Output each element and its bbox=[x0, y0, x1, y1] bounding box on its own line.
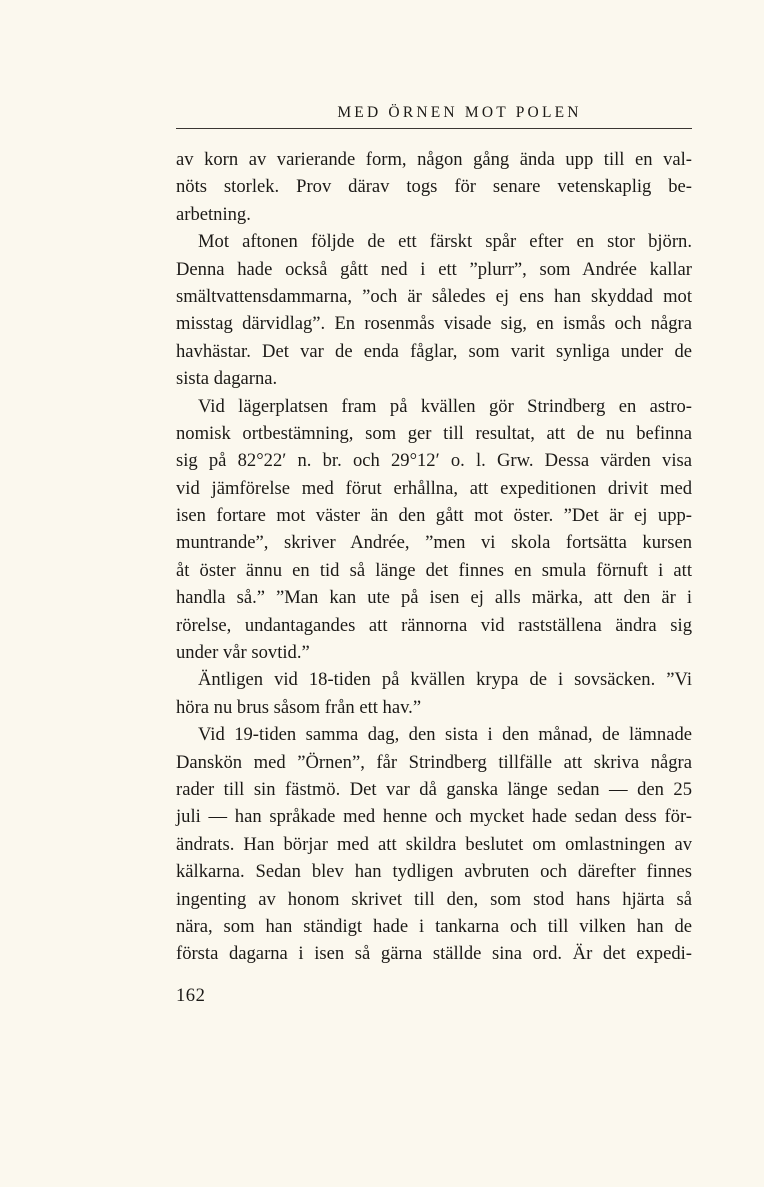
text-line: Mot aftonen följde de ett färskt spår efter en stor björn. bbox=[198, 231, 692, 253]
text-line: sig på 82°22′ n. br. och 29°12′ o. l. Grw. Dessa värden visa bbox=[176, 450, 692, 472]
text-line: isen fortare mot väster än den gått mot öster. ”Det är ej upp- bbox=[176, 505, 692, 527]
text-line: Äntligen vid 18-tiden på kvällen krypa de i sovsäcken. ”Vi bbox=[198, 669, 692, 691]
text-line: Vid lägerplatsen fram på kvällen gör Strindberg en astro- bbox=[198, 395, 692, 417]
running-head: MED ÖRNEN MOT POLEN bbox=[337, 104, 582, 121]
text-line: ingenting av honom skrivet till den, som stod hans hjärta så bbox=[176, 888, 692, 910]
text-line: av korn av varierande form, någon gång ända upp till en val- bbox=[176, 149, 692, 170]
text-line: nöts storlek. Prov därav togs för senare vetenskaplig be- bbox=[176, 176, 692, 198]
text-line: rörelse, undantagandes att rännorna vid rastställena ändra sig bbox=[176, 614, 692, 636]
text-line: juli — han språkade med henne och mycket hade sedan dess för- bbox=[176, 806, 692, 828]
text-line: ändrats. Han börjar med att skildra beslutet om omlastningen av bbox=[176, 833, 692, 855]
text-line: åt öster ännu en tid så länge det finnes en smula förnuft i att bbox=[176, 559, 692, 581]
text-line: Vid 19-tiden samma dag, den sista i den månad, de lämnade bbox=[198, 724, 692, 746]
text-line: nomisk ortbestämning, som ger till resultat, att de nu befinna bbox=[176, 422, 692, 444]
text-line: vid jämförelse med förut erhållna, att expeditionen drivit med bbox=[176, 477, 692, 499]
text-line: nära, som han ständigt hade i tankarna och till vilken han de bbox=[176, 915, 692, 937]
text-line: Danskön med ”Örnen”, får Strindberg tillfälle att skriva några bbox=[176, 751, 692, 773]
text-line: första dagarna i isen så gärna ställde sina ord. Är det expedi- bbox=[176, 943, 692, 965]
text-line: sista dagarna. bbox=[176, 368, 278, 390]
text-line: misstag därvidlag”. En rosenmås visade sig, en ismås och några bbox=[176, 313, 692, 335]
body-text bbox=[176, 146, 692, 968]
text-line: under vår sovtid.” bbox=[176, 642, 310, 664]
text-line: havhästar. Det var de enda fåglar, som varit synliga under de bbox=[176, 340, 692, 362]
text-line: Denna hade också gått ned i ett ”plurr”, som Andrée kallar bbox=[176, 258, 692, 280]
header-rule bbox=[176, 128, 692, 129]
text-line: rader till sin fästmö. Det var då ganska länge sedan — den 25 bbox=[176, 778, 692, 800]
page-number: 162 bbox=[176, 985, 206, 1006]
text-line: muntrande”, skriver Andrée, ”men vi skola fortsätta kursen bbox=[176, 532, 692, 554]
text-line: kälkarna. Sedan blev han tydligen avbruten och därefter finnes bbox=[176, 861, 692, 883]
text-line: arbetning. bbox=[176, 203, 251, 225]
text-line: smältvattensdammarna, ”och är således ej ens han skyddad mot bbox=[176, 285, 692, 307]
text-line: handla så.” ”Man kan ute på isen ej alls märka, att den är i bbox=[176, 587, 692, 609]
text-line: höra nu brus såsom från ett hav.” bbox=[176, 696, 422, 718]
